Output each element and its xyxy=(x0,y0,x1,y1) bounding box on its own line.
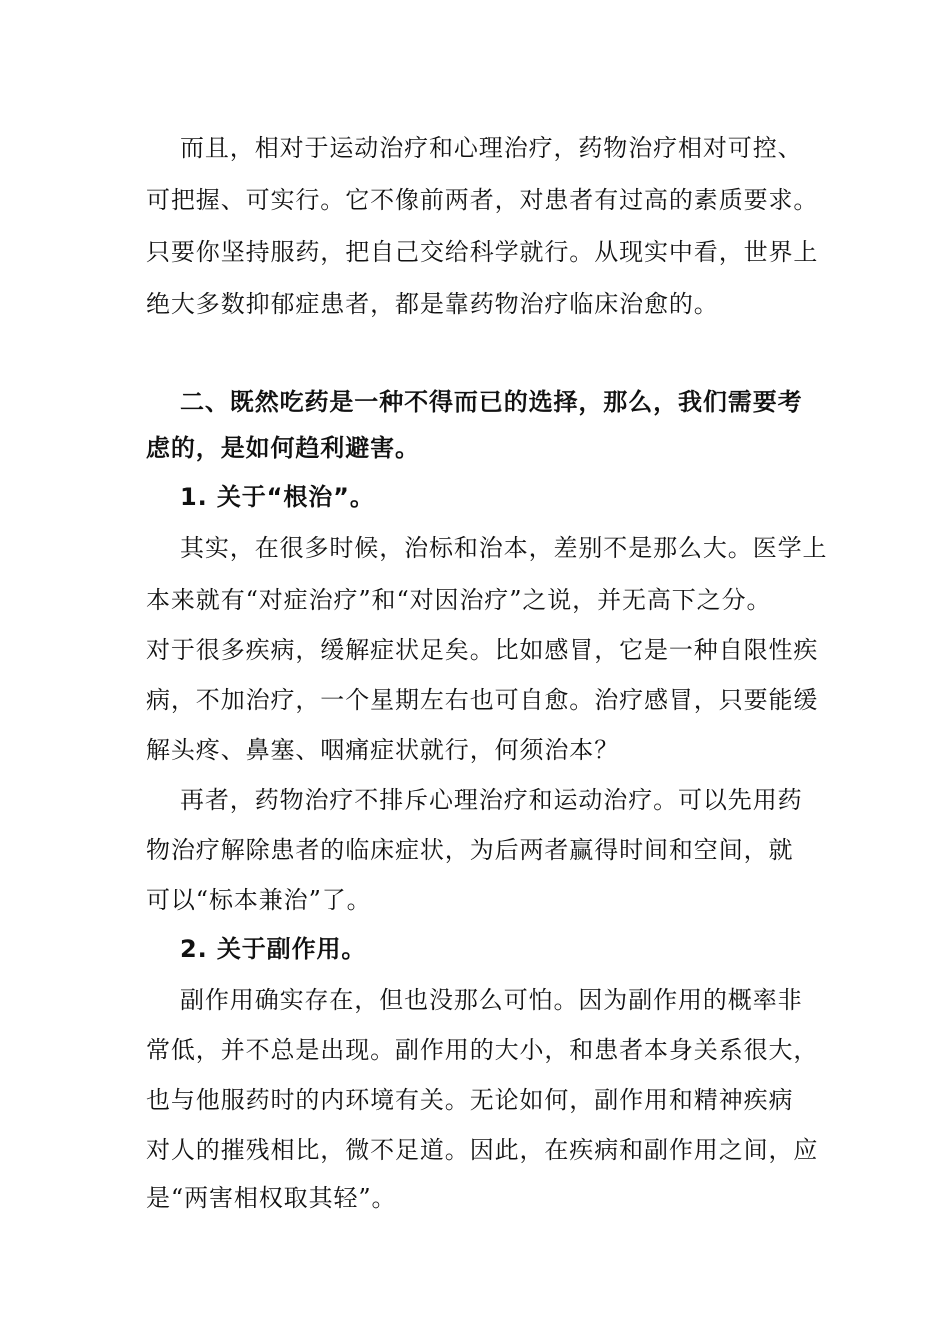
paragraph-1-line-2: 可把握、可实行。它不像前两者，对患者有过高的素质要求。 xyxy=(146,186,819,214)
paragraph-4-line-1: 副作用确实存在，但也没那么可怕。因为副作用的概率非 xyxy=(180,986,803,1014)
paragraph-4-line-2: 常低，并不总是出现。副作用的大小，和患者本身关系很大， xyxy=(146,1036,819,1064)
paragraph-4-line-3: 也与他服药时的内环境有关。无论如何，副作用和精神疾病 xyxy=(146,1086,794,1114)
paragraph-1-line-1: 而且，相对于运动治疗和心理治疗，药物治疗相对可控、 xyxy=(180,134,803,162)
section-heading-line-2: 虑的，是如何趋利避害。 xyxy=(146,434,420,462)
paragraph-3-line-3: 可以“标本兼治”了。 xyxy=(146,886,372,914)
paragraph-1-line-3: 只要你坚持服药，把自己交给科学就行。从现实中看，世界上 xyxy=(146,238,819,266)
paragraph-4-line-4: 对人的摧残相比，微不足道。因此，在疾病和副作用之间，应 xyxy=(146,1136,819,1164)
subheading-2: 2. 关于副作用。 xyxy=(180,935,367,963)
subheading-1: 1. 关于“根治”。 xyxy=(180,483,375,511)
paragraph-2-line-4: 病，不加治疗，一个星期左右也可自愈。治疗感冒，只要能缓 xyxy=(146,686,819,714)
paragraph-3-line-2: 物治疗解除患者的临床症状，为后两者赢得时间和空间，就 xyxy=(146,836,794,864)
paragraph-1-line-4: 绝大多数抑郁症患者，都是靠药物治疗临床治愈的。 xyxy=(146,290,719,318)
paragraph-2-line-1: 其实，在很多时候，治标和治本，差别不是那么大。医学上 xyxy=(180,534,828,562)
paragraph-4-line-5: 是“两害相权取其轻”。 xyxy=(146,1184,397,1212)
paragraph-2-line-5: 解头疼、鼻塞、咽痛症状就行，何须治本？ xyxy=(146,736,620,764)
paragraph-3-line-1: 再者，药物治疗不排斥心理治疗和运动治疗。可以先用药 xyxy=(180,786,803,814)
paragraph-2-line-2: 本来就有“对症治疗”和“对因治疗”之说，并无高下之分。 xyxy=(146,586,772,614)
section-heading-line-1: 二、既然吃药是一种不得而已的选择，那么，我们需要考 xyxy=(180,388,803,416)
paragraph-2-line-3: 对于很多疾病，缓解症状足矣。比如感冒，它是一种自限性疾 xyxy=(146,636,819,664)
